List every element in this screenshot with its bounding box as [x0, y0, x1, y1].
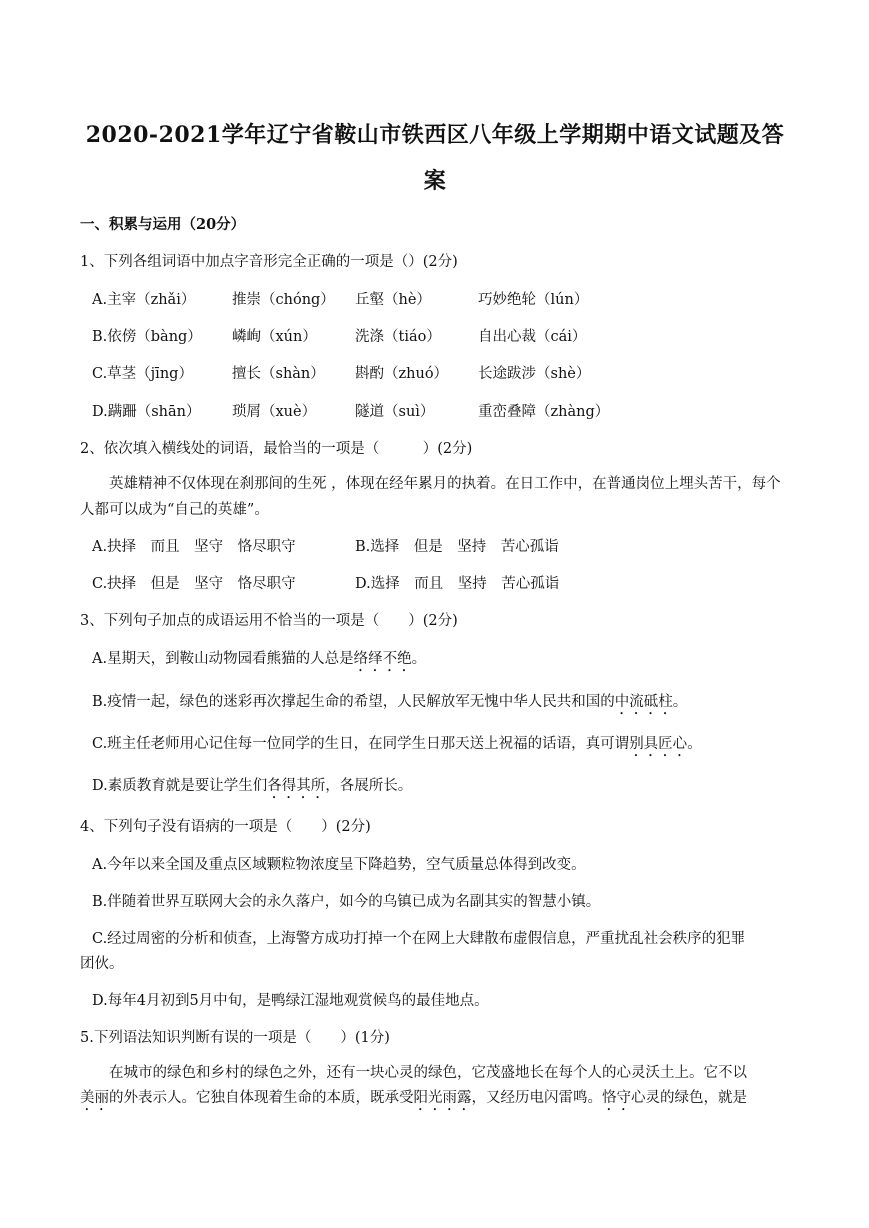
- q3-option-b: [92, 690, 687, 718]
- q3-option-d: [92, 774, 412, 802]
- q5-passage-text-3: 心灵的绿色，就是: [631, 1090, 747, 1106]
- q1-option-c-word-4: 长途跋涉（shè）: [478, 366, 591, 382]
- question-2-passage: 英雄精神不仅体现在刹那间的生死 ，体现在经年累月的执着。在日工作中，在普通岗位上埋头苦干，每个人都可以成为“自己的英雄”。: [80, 476, 781, 518]
- q3-option-d-end: ，各展所长。: [325, 778, 413, 794]
- q4-option-b: B.伴随着世界互联网大会的永久落户，如今的乌镇已成为名副其实的智慧小镇。: [92, 894, 601, 910]
- q3-option-d-idiom: 各得其所: [267, 778, 326, 794]
- question-3-stem: 3、下列句子加点的成语运用不恰当的一项是（ ）(2分): [80, 613, 458, 629]
- q3-option-b-idiom: 中流砥柱: [614, 694, 673, 710]
- q5-marked-word-2: 阳光雨露: [413, 1090, 472, 1106]
- q4-option-d: D.每年4月初到5月中旬，是鸭绿江湿地观赏候鸟的最佳地点。: [92, 993, 489, 1009]
- q1-option-a-word-3: 丘壑（hè）: [355, 292, 431, 308]
- q3-option-a: [92, 647, 426, 675]
- q1-option-d-word-4: 重峦叠障（zhàng）: [478, 404, 610, 420]
- q1-option-a-word-4: 巧妙绝轮（lún）: [478, 292, 589, 308]
- q2-option-b: B.选择 但是 坚持 苦心孤诣: [355, 539, 559, 555]
- q1-option-a-word-2: 推崇（chóng）: [232, 292, 335, 308]
- question-5-stem: 5.下列语法知识判断有误的一项是（ ）(1分): [80, 1030, 390, 1046]
- q1-option-b-word-2: 嶙峋（xún）: [232, 329, 317, 345]
- q3-option-b-text: B.疫情一起，绿色的迷彩再次撑起生命的希望，人民解放军无愧中华人民共和国的: [92, 694, 615, 710]
- q4-option-c-line-2: 团伙。: [80, 956, 124, 972]
- q3-option-d-text: D.素质教育就是要让学生们: [92, 778, 268, 794]
- q1-option-d-word-1: D.蹒跚（shān）: [92, 404, 201, 420]
- q1-option-d-word-2: 琐屑（xuè）: [232, 404, 317, 420]
- q2-option-d: D.选择 而且 坚持 苦心孤诣: [355, 576, 560, 592]
- q2-option-a: A.抉择 而且 坚守 恪尽职守: [92, 539, 296, 555]
- title-line-1: 2020-2021学年辽宁省鞍山市铁西区八年级上学期期中语文试题及答: [85, 122, 785, 148]
- q5-passage-text-1: 的外表示人。它独自体现着生命的本质，既承受: [109, 1090, 414, 1106]
- document-title: [60, 112, 810, 204]
- q3-option-a-end: 。: [411, 651, 427, 667]
- q5-passage-line-2: [80, 1086, 747, 1114]
- q5-passage-text-2: ，又经历电闪雷鸣。: [471, 1090, 602, 1106]
- q4-option-c-line-1: C.经过周密的分析和侦查，上海警方成功打掉一个在网上大肆散布虚假信息，严重扰乱社会秩序的犯罪: [92, 931, 746, 947]
- section-heading: 一、积累与运用（20分）: [80, 216, 246, 233]
- q4-option-a: A.今年以来全国及重点区域颗粒物浓度呈下降趋势，空气质量总体得到改变。: [92, 857, 586, 873]
- q1-option-d-word-3: 隧道（suì）: [355, 404, 435, 420]
- q3-option-c-end: 。: [687, 736, 702, 752]
- q3-option-c-idiom: 别具匠心: [629, 736, 688, 752]
- q1-option-c-word-1: C.草茎（jīng）: [92, 366, 193, 382]
- q5-marked-word-3: 恪守: [602, 1090, 631, 1106]
- q1-option-c-word-2: 擅长（shàn）: [232, 366, 325, 382]
- q1-option-b-word-4: 自出心裁（cái）: [478, 329, 587, 345]
- q3-option-a-text: A.星期天，到鞍山动物园看熊猫的人总是: [92, 651, 354, 667]
- question-2-stem: 2、依次填入横线处的词语，最恰当的一项是（ ）(2分): [80, 441, 473, 457]
- q2-option-c: C.抉择 但是 坚守 恪尽职守: [92, 576, 296, 592]
- q5-passage-line-1: 在城市的绿色和乡村的绿色之外，还有一块心灵的绿色，它茂盛地长在每个人的心灵沃土上。它不以: [109, 1065, 747, 1081]
- q5-marked-word-1: 美丽: [80, 1090, 109, 1106]
- q1-option-b-word-3: 洗涤（tiáo）: [355, 329, 441, 345]
- q1-option-a-word-1: A.主宰（zhǎi）: [92, 292, 196, 308]
- q3-option-a-idiom: 络绎不绝: [353, 651, 412, 667]
- title-line-2: 案: [423, 168, 447, 194]
- q1-option-c-word-3: 斟酌（zhuó）: [355, 366, 449, 382]
- q1-option-b-word-1: B.依傍（bàng）: [92, 329, 202, 345]
- question-1-stem: 1、下列各组词语中加点字音形完全正确的一项是（）(2分): [80, 254, 458, 270]
- question-4-stem: 4、下列句子没有语病的一项是（ ）(2分): [80, 819, 371, 835]
- q3-option-b-end: 。: [672, 694, 688, 710]
- q3-option-c-text: C.班主任老师用心记住每一位同学的生日，在同学生日那天送上祝福的话语，真可谓: [92, 736, 630, 752]
- q3-option-c: [92, 732, 702, 760]
